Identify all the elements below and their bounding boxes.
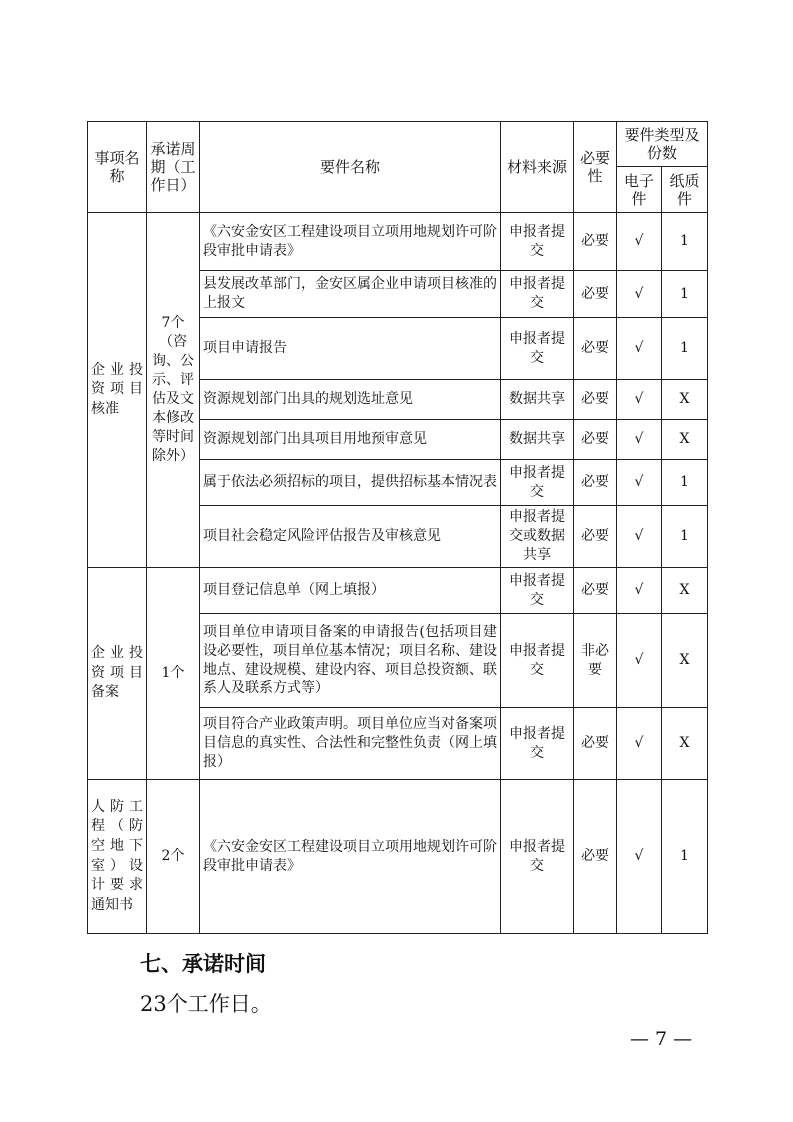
period-cell: 1个 xyxy=(147,568,200,780)
header-item-type-group: 要件类型及份数 xyxy=(617,122,708,167)
paper-cell: X xyxy=(662,708,708,780)
matter-cell: 企业投资项目核准 xyxy=(88,213,147,568)
required-cell: 必要 xyxy=(574,380,617,420)
electronic-cell: √ xyxy=(617,568,662,614)
source-cell: 数据共享 xyxy=(501,420,574,460)
source-cell: 申报者提交 xyxy=(501,213,574,271)
paper-cell: 1 xyxy=(662,213,708,271)
electronic-cell: √ xyxy=(617,460,662,506)
item-cell: 《六安金安区工程建设项目立项用地规划许可阶段审批申请表》 xyxy=(200,780,501,934)
required-cell: 必要 xyxy=(574,568,617,614)
item-cell: 县发展改革部门，金安区属企业申请项目核准的上报文 xyxy=(200,271,501,318)
paper-cell: 1 xyxy=(662,506,708,568)
paper-cell: X xyxy=(662,380,708,420)
matter-cell: 企业投资项目备案 xyxy=(88,568,147,780)
source-cell: 申报者提交 xyxy=(501,780,574,934)
electronic-cell: √ xyxy=(617,614,662,708)
header-promise-period: 承诺周期（工作日） xyxy=(147,122,200,213)
source-cell: 申报者提交 xyxy=(501,460,574,506)
item-cell: 项目申请报告 xyxy=(200,318,501,380)
page-number: — 7 — xyxy=(630,1028,693,1050)
required-cell: 必要 xyxy=(574,708,617,780)
electronic-cell: √ xyxy=(617,708,662,780)
required-cell: 必要 xyxy=(574,271,617,318)
header-paper: 纸质件 xyxy=(662,167,708,213)
item-cell: 资源规划部门出具的规划选址意见 xyxy=(200,380,501,420)
paper-cell: X xyxy=(662,420,708,460)
item-cell: 资源规划部门出具项目用地预审意见 xyxy=(200,420,501,460)
required-cell: 必要 xyxy=(574,318,617,380)
source-cell: 申报者提交或数据共享 xyxy=(501,506,574,568)
required-cell: 必要 xyxy=(574,460,617,506)
paper-cell: 1 xyxy=(662,271,708,318)
electronic-cell: √ xyxy=(617,506,662,568)
electronic-cell: √ xyxy=(617,213,662,271)
required-cell: 必要 xyxy=(574,420,617,460)
period-cell: 2个 xyxy=(147,780,200,934)
source-cell: 申报者提交 xyxy=(501,318,574,380)
requirements-table xyxy=(87,121,708,934)
electronic-cell: √ xyxy=(617,380,662,420)
source-cell: 申报者提交 xyxy=(501,271,574,318)
required-cell: 必要 xyxy=(574,506,617,568)
paper-cell: X xyxy=(662,568,708,614)
electronic-cell: √ xyxy=(617,780,662,934)
matter-cell: 人防工程（防空地下室）设计要求通知书 xyxy=(88,780,147,934)
header-material-source: 材料来源 xyxy=(501,122,574,213)
item-cell: 属于依法必须招标的项目，提供招标基本情况表 xyxy=(200,460,501,506)
item-cell: 项目符合产业政策声明。项目单位应当对备案项目信息的真实性、合法性和完整性负责（网上填报） xyxy=(200,708,501,780)
paper-cell: 1 xyxy=(662,460,708,506)
item-cell: 《六安金安区工程建设项目立项用地规划许可阶段审批申请表》 xyxy=(200,213,501,271)
period-cell: 7个（咨询、公示、评估及文本修改等时间除外） xyxy=(147,213,200,568)
source-cell: 数据共享 xyxy=(501,380,574,420)
paper-cell: 1 xyxy=(662,780,708,934)
table-row xyxy=(88,780,708,934)
source-cell: 申报者提交 xyxy=(501,614,574,708)
header-matter-name: 事项名称 xyxy=(88,122,147,213)
paper-cell: 1 xyxy=(662,318,708,380)
source-cell: 申报者提交 xyxy=(501,568,574,614)
item-cell: 项目单位申请项目备案的申请报告(包括项目建设必要性，项目单位基本情况；项目名称、建设地点、建设规模、建设内容、项目总投资额、联系人及联系方式等） xyxy=(200,614,501,708)
table-row xyxy=(88,213,708,271)
source-cell: 申报者提交 xyxy=(501,708,574,780)
header-item-name: 要件名称 xyxy=(200,122,501,213)
required-cell: 必要 xyxy=(574,780,617,934)
section-heading: 七、承诺时间 xyxy=(140,952,266,976)
table-row xyxy=(88,568,708,614)
required-cell: 必要 xyxy=(574,213,617,271)
header-necessity: 必要性 xyxy=(574,122,617,213)
paper-cell: X xyxy=(662,614,708,708)
required-cell: 非必要 xyxy=(574,614,617,708)
electronic-cell: √ xyxy=(617,318,662,380)
electronic-cell: √ xyxy=(617,271,662,318)
item-cell: 项目登记信息单（网上填报） xyxy=(200,568,501,614)
section-body: 23个工作日。 xyxy=(140,992,272,1016)
item-cell: 项目社会稳定风险评估报告及审核意见 xyxy=(200,506,501,568)
header-electronic: 电子件 xyxy=(617,167,662,213)
electronic-cell: √ xyxy=(617,420,662,460)
